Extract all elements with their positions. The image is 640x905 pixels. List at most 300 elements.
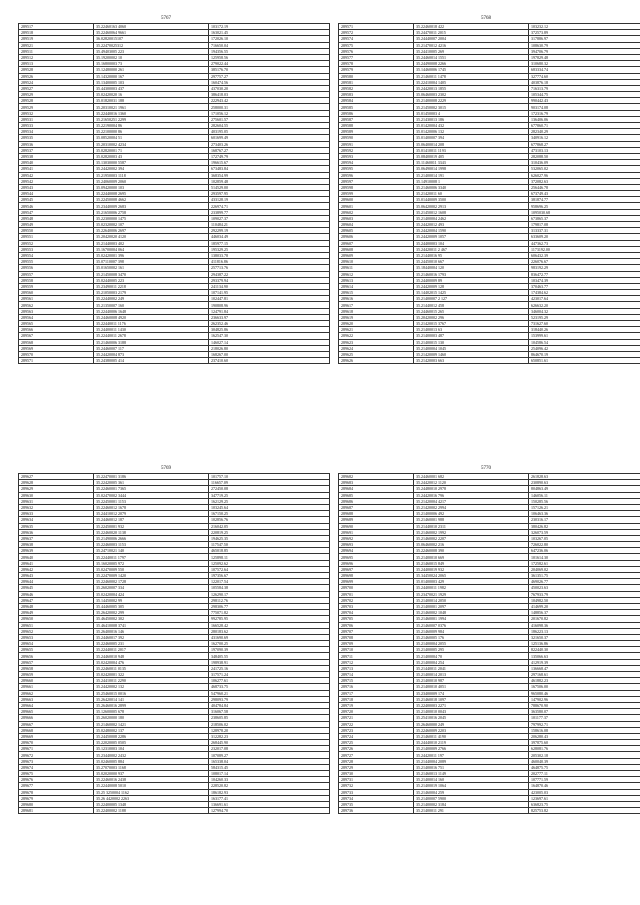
id-cell: 289607: [339, 240, 414, 246]
value-cell: 836472.77: [529, 271, 640, 277]
coordinate-cell: 35.21460002 1421: [94, 721, 209, 727]
id-cell: 289658: [19, 665, 94, 671]
coordinate-cell: 35.24460010 948: [94, 653, 209, 659]
coordinate-cell: 35.01450003 4: [414, 110, 529, 116]
value-cell: 606432.39: [529, 252, 640, 258]
value-cell: 105344.75: [529, 92, 640, 98]
coordinate-cell: 35.14402015 1425: [414, 290, 529, 296]
coordinate-cell: 35.06490014 1998: [414, 166, 529, 172]
value-cell: 241725.16: [209, 665, 330, 671]
coordinate-cell: 35.21440011 2041: [414, 665, 529, 671]
coordinate-cell: 35.13400005 103: [94, 79, 209, 85]
id-cell: 289671: [19, 746, 94, 752]
value-cell: 321650.37: [529, 634, 640, 640]
value-cell: 122017.54: [209, 579, 330, 585]
id-cell: 289659: [19, 672, 94, 678]
value-cell: 965080.46: [529, 690, 640, 696]
coordinate-cell: 35.02420001 396: [94, 252, 209, 258]
coordinate-cell: 35.22440011 2678: [94, 333, 209, 339]
id-cell: 289669: [19, 733, 94, 739]
id-cell: 289717: [339, 690, 414, 696]
coordinate-cell: 35.22460011 0135: [94, 665, 209, 671]
coordinate-cell: 35.13030000 5587: [94, 160, 209, 166]
value-cell: 628081.76: [529, 746, 640, 752]
coordinate-cell: 35.21460007 0376: [414, 622, 529, 628]
coordinate-cell: 35.22420005 361: [94, 480, 209, 486]
id-cell: 289628: [19, 480, 94, 486]
id-cell: 289647: [19, 597, 94, 603]
value-cell: 220819.25: [209, 529, 330, 535]
value-cell: 236633.97: [209, 314, 330, 320]
coordinate-cell: 35.01410011 1193: [414, 147, 529, 153]
value-cell: 726022.80: [529, 542, 640, 548]
value-cell: 318440.26: [529, 327, 640, 333]
value-cell: 174384.62: [529, 290, 640, 296]
id-cell: 289604: [339, 222, 414, 228]
id-cell: 289574: [339, 36, 414, 42]
coordinate-cell: 35.34450024 2065: [414, 573, 529, 579]
coordinate-cell: 35.21400003 487: [414, 333, 529, 339]
value-cell: 446034.49: [209, 234, 330, 240]
value-cell: 147902.96: [529, 696, 640, 702]
id-cell: 289589: [339, 129, 414, 135]
coordinate-cell: 35.02470009 550: [94, 566, 209, 572]
id-cell: 289625: [339, 351, 414, 357]
coordinate-cell: 35.16700004 064: [94, 246, 209, 252]
coordinate-cell: 35.24400019 932: [414, 566, 529, 572]
coordinate-cell: 35.22020005 0505: [94, 740, 209, 746]
id-cell: 289559: [19, 283, 94, 289]
coordinate-cell: 35.21460006 3188: [94, 339, 209, 345]
value-cell: 202777.11: [529, 771, 640, 777]
id-cell: 289542: [19, 172, 94, 178]
value-cell: 197829.48: [529, 54, 640, 60]
id-cell: 289524: [19, 79, 94, 85]
value-cell: 117547.50: [209, 542, 330, 548]
coordinate-cell: 35.21400010 987: [414, 678, 529, 684]
coordinate-cell: 35.21460001 1994: [414, 616, 529, 622]
id-cell: 289681: [19, 808, 94, 814]
value-cell: 340916.12: [529, 135, 640, 141]
value-cell: 237410.60: [209, 358, 330, 364]
coordinate-cell: 35.21400019 1064: [414, 783, 529, 789]
coordinate-cell: 35.21400002 3184: [414, 801, 529, 807]
value-cell: 386418.03: [209, 92, 330, 98]
table-panel-3: [18, 464, 314, 814]
id-cell: 289661: [19, 684, 94, 690]
coordinate-cell: 35.16800003 73: [94, 61, 209, 67]
id-cell: 289576: [339, 48, 414, 54]
id-cell: 289549: [19, 222, 94, 228]
coordinate-cell: 35.21050003 2179: [94, 290, 209, 296]
id-cell: 289602: [339, 209, 414, 215]
coordinate-cell: 35.21400010 0043: [414, 709, 529, 715]
id-cell: 289558: [19, 277, 94, 283]
id-cell: 289667: [19, 721, 94, 727]
value-cell: 198938.91: [209, 659, 330, 665]
id-cell: 289691: [339, 529, 414, 535]
id-cell: 289547: [19, 209, 94, 215]
id-cell: 289527: [19, 85, 94, 91]
id-cell: 289584: [339, 98, 414, 104]
id-cell: 289674: [19, 764, 94, 770]
value-cell: 601699.49: [209, 135, 330, 141]
value-cell: 437030.20: [209, 85, 330, 91]
value-cell: 126290.17: [209, 591, 330, 597]
id-cell: 289619: [339, 314, 414, 320]
value-cell: 298112.76: [209, 597, 330, 603]
value-cell: 262352.46: [209, 321, 330, 327]
coordinate-cell: 35.02320002 107: [94, 222, 209, 228]
id-cell: 289538: [19, 153, 94, 159]
coordinate-cell: 35.26020000 180: [94, 715, 209, 721]
value-cell: 185977.15: [209, 240, 330, 246]
id-cell: 289698: [339, 573, 414, 579]
value-cell: 310680.32: [529, 61, 640, 67]
id-cell: 289557: [19, 271, 94, 277]
id-cell: 289588: [339, 123, 414, 129]
coordinate-cell: 35.22440011 1797: [94, 554, 209, 560]
id-cell: 289676: [19, 777, 94, 783]
value-cell: 423017.64: [529, 296, 640, 302]
data-table: [338, 23, 640, 364]
value-cell: 254096.42: [529, 345, 640, 351]
coordinate-cell: 35.21400014 2013: [414, 672, 529, 678]
value-cell: 127994.70: [209, 808, 330, 814]
coordinate-cell: 35.26420014 141: [94, 696, 209, 702]
id-cell: 289711: [339, 653, 414, 659]
id-cell: 289563: [19, 308, 94, 314]
value-cell: 165338.04: [209, 758, 330, 764]
coordinate-cell: 35.02420004 424: [94, 591, 209, 597]
panel-title: 5769: [161, 466, 171, 471]
id-cell: 289660: [19, 678, 94, 684]
id-cell: 289701: [339, 591, 414, 597]
value-cell: 273403.26: [209, 141, 330, 147]
id-cell: 289577: [339, 54, 414, 60]
value-cell: 153999.61: [529, 333, 640, 339]
coordinate-cell: 35.16020005 972: [94, 560, 209, 566]
id-cell: 289696: [339, 560, 414, 566]
value-cell: 108630.79: [529, 42, 640, 48]
value-cell: 650851.61: [529, 358, 640, 364]
id-cell: 289672: [19, 752, 94, 758]
coordinate-cell: 35.24420004 1590: [414, 228, 529, 234]
coordinate-cell: 35.23440009 2683: [94, 203, 209, 209]
value-cell: 103474.39: [529, 277, 640, 283]
coordinate-cell: 35.22440006 1648: [94, 308, 209, 314]
id-cell: 289664: [19, 702, 94, 708]
id-cell: 289736: [339, 808, 414, 814]
coordinate-cell: 35.21400004 70: [414, 653, 529, 659]
id-cell: 289620: [339, 321, 414, 327]
id-cell: 289552: [19, 240, 94, 246]
coordinate-cell: 35.21440003 402: [94, 240, 209, 246]
value-cell: 110484.21: [209, 222, 330, 228]
id-cell: 289598: [339, 184, 414, 190]
id-cell: 289662: [19, 690, 94, 696]
id-cell: 289679: [19, 795, 94, 801]
value-cell: 414699.20: [529, 603, 640, 609]
id-cell: 289581: [339, 79, 414, 85]
value-cell: 775071.82: [209, 610, 330, 616]
coordinate-cell: 35.24060009 2060: [94, 178, 209, 184]
id-cell: 289597: [339, 178, 414, 184]
id-cell: 289713: [339, 665, 414, 671]
coordinate-cell: 35.27070003 1168: [94, 764, 209, 770]
coordinate-cell: 35.24400009 89: [414, 277, 529, 283]
value-cell: 148856.37: [529, 610, 640, 616]
id-cell: 289726: [339, 746, 414, 752]
value-cell: 294387.22: [209, 271, 330, 277]
coordinate-cell: 35.24410012 2079: [94, 511, 209, 517]
value-cell: 146027.14: [209, 339, 330, 345]
coordinate-cell: 35.21450008 3470: [94, 271, 209, 277]
id-cell: 289655: [19, 647, 94, 653]
coordinate-cell: 35.02820003 43: [94, 153, 209, 159]
value-cell: 397875.60: [529, 740, 640, 746]
coordinate-cell: 35.21460006 3340: [414, 184, 529, 190]
coordinate-cell: 35.21420004 4217: [414, 498, 529, 504]
value-cell: 346004.32: [529, 308, 640, 314]
id-cell: 289706: [339, 622, 414, 628]
value-cell: 228520.82: [209, 783, 330, 789]
id-cell: 289732: [339, 783, 414, 789]
coordinate-cell: 35.19200002 10: [94, 54, 209, 60]
id-cell: 289580: [339, 73, 414, 79]
coordinate-cell: 35.21400001 2097: [414, 603, 529, 609]
value-cell: 163177.41: [209, 795, 330, 801]
id-cell: 289600: [339, 197, 414, 203]
id-cell: 289593: [339, 153, 414, 159]
id-cell: 289529: [19, 104, 94, 110]
coordinate-cell: 35.08400019 405: [414, 153, 529, 159]
coordinate-cell: 35.02470002 3444: [94, 492, 209, 498]
id-cell: 289683: [339, 480, 414, 486]
coordinate-cell: 35.26420002 299: [94, 610, 209, 616]
id-cell: 289682: [339, 474, 414, 480]
coordinate-cell: 35.24420011 197: [414, 752, 529, 758]
value-cell: 238605.85: [209, 715, 330, 721]
id-cell: 289710: [339, 647, 414, 653]
value-cell: 532065.02: [529, 166, 640, 172]
value-cell: 275601.57: [209, 116, 330, 122]
value-cell: 361351.75: [529, 573, 640, 579]
coordinate-cell: 35.08520004 51: [94, 135, 209, 141]
coordinate-cell: 35.01400007 394: [414, 135, 529, 141]
coordinate-cell: 35.06460002 216: [414, 542, 529, 548]
value-cell: 172749.79: [209, 153, 330, 159]
coordinate-cell: 35.21430013 186: [414, 116, 529, 122]
value-cell: 272450.08: [209, 486, 330, 492]
coordinate-cell: 35.24420002 394: [94, 166, 209, 172]
id-cell: 289518: [19, 30, 94, 36]
value-cell: 411816.86: [209, 259, 330, 265]
value-cell: 101757.10: [209, 474, 330, 480]
coordinate-cell: 35.14450002 99: [94, 597, 209, 603]
id-cell: 289734: [339, 795, 414, 801]
coordinate-cell: 35.21440016 95: [414, 252, 529, 258]
value-cell: 167506.00: [529, 684, 640, 690]
coordinate-cell: 35.20420020 4120: [94, 234, 209, 240]
id-cell: 289675: [19, 771, 94, 777]
coordinate-cell: 35.24450010 667: [414, 259, 529, 265]
coordinate-cell: 35.24450008 2286: [94, 733, 209, 739]
coordinate-cell: 35.24460014 1551: [414, 54, 529, 60]
coordinate-cell: 35.24400003 104: [414, 240, 529, 246]
value-cell: 103172.19: [209, 24, 330, 30]
coordinate-cell: 35.22440008 5010: [94, 783, 209, 789]
value-cell: 636823.75: [529, 801, 640, 807]
id-cell: 289678: [19, 789, 94, 795]
id-cell: 289535: [19, 135, 94, 141]
id-cell: 289611: [339, 265, 414, 271]
id-cell: 289666: [19, 715, 94, 721]
panel-title: 5767: [161, 16, 171, 21]
id-cell: 289654: [19, 641, 94, 647]
id-cell: 289605: [339, 228, 414, 234]
value-cell: 201670.82: [529, 616, 640, 622]
value-cell: 412919.39: [529, 659, 640, 665]
value-cell: 716313.79: [529, 85, 640, 91]
coordinate-cell: 35.02420001 322: [94, 672, 209, 678]
value-cell: 101177.37: [529, 715, 640, 721]
value-cell: 403876.18: [529, 79, 640, 85]
id-cell: 289646: [19, 591, 94, 597]
value-cell: 103267.05: [529, 535, 640, 541]
coordinate-cell: 35.12600005 678: [94, 709, 209, 715]
id-cell: 289533: [19, 123, 94, 129]
id-cell: 289587: [339, 116, 414, 122]
id-cell: 289670: [19, 740, 94, 746]
value-cell: 205302.18: [529, 752, 640, 758]
id-cell: 289606: [339, 234, 414, 240]
value-cell: 822440.30: [529, 647, 640, 653]
id-cell: 289731: [339, 777, 414, 783]
value-cell: 108017.14: [209, 771, 330, 777]
coordinate-cell: 35.21440010 2311: [414, 523, 529, 529]
table-panel-1: [18, 14, 314, 364]
value-cell: 136668.47: [529, 665, 640, 671]
value-cell: 233899.77: [209, 209, 330, 215]
value-cell: 394706.79: [529, 48, 640, 54]
id-cell: 289537: [19, 147, 94, 153]
id-cell: 289689: [339, 517, 414, 523]
coordinate-cell: 35.21650251 2299: [94, 116, 209, 122]
coordinate-cell: 35.21490006 2666: [94, 535, 209, 541]
id-cell: 289693: [339, 542, 414, 548]
id-cell: 289702: [339, 597, 414, 603]
coordinate-cell: 35.24420011 2 467: [414, 246, 529, 252]
id-cell: 289540: [19, 160, 94, 166]
coordinate-cell: 35.24400011 1982: [414, 585, 529, 591]
value-cell: 196615.67: [209, 160, 330, 166]
id-cell: 289590: [339, 135, 414, 141]
coordinate-cell: 35.24460012 187: [94, 517, 209, 523]
id-cell: 289639: [19, 548, 94, 554]
id-cell: 289641: [19, 560, 94, 566]
value-cell: 125136.86: [529, 641, 640, 647]
value-cell: 104260.33: [209, 777, 330, 783]
id-cell: 289690: [339, 523, 414, 529]
value-cell: 468733.75: [209, 684, 330, 690]
value-cell: 162700.25: [209, 641, 330, 647]
value-cell: 186223.13: [529, 628, 640, 634]
id-cell: 289729: [339, 764, 414, 770]
value-cell: 105584.38: [209, 585, 330, 591]
coordinate-cell: 35.01650002 161: [94, 265, 209, 271]
coordinate-cell: 35.01820031 188: [94, 98, 209, 104]
value-cell: 102447.81: [209, 296, 330, 302]
id-cell: 289528: [19, 98, 94, 104]
value-cell: 172582.61: [529, 560, 640, 566]
coordinate-cell: 35.12480000 261: [94, 67, 209, 73]
value-cell: 447362.73: [529, 240, 640, 246]
coordinate-cell: 35.20420002 296: [414, 314, 529, 320]
value-cell: 327774.60: [529, 73, 640, 79]
id-cell: 289699: [339, 579, 414, 585]
value-cell: 204069.02: [529, 566, 640, 572]
value-cell: 125898.11: [209, 554, 330, 560]
panel-title: 5770: [481, 466, 491, 471]
value-cell: 282340.29: [529, 129, 640, 135]
coordinate-cell: 35.21450012 1608: [414, 209, 529, 215]
value-cell: 172026.10: [209, 36, 330, 42]
id-cell: 289551: [19, 234, 94, 240]
value-cell: 206280.43: [529, 733, 640, 739]
coordinate-cell: 35.24420002 132: [94, 684, 209, 690]
coordinate-cell: 35.24380005 414: [94, 358, 209, 364]
value-cell: 168267.00: [209, 351, 330, 357]
id-cell: 289571: [19, 358, 94, 364]
id-cell: 289707: [339, 628, 414, 634]
coordinate-cell: 35.01440009 3500: [414, 197, 529, 203]
id-cell: 289517: [19, 24, 94, 30]
coordinate-cell: 35.21400015 130: [414, 339, 529, 345]
id-cell: 289553: [19, 246, 94, 252]
value-cell: 261828.63: [529, 474, 640, 480]
id-cell: 289621: [339, 327, 414, 333]
id-cell: 289554: [19, 252, 94, 258]
value-cell: 136691.61: [209, 801, 330, 807]
coordinate-cell: 35.21420009 1460: [414, 351, 529, 357]
id-cell: 289511: [19, 48, 94, 54]
value-cell: 146056.11: [529, 492, 640, 498]
id-cell: 289649: [19, 610, 94, 616]
value-cell: 326073.59: [529, 529, 640, 535]
id-cell: 289630: [19, 492, 94, 498]
value-cell: 797992.71: [529, 721, 640, 727]
coordinate-cell: 35.18440004 120: [414, 265, 529, 271]
id-cell: 289652: [19, 628, 94, 634]
id-cell: 289618: [339, 308, 414, 314]
value-cell: 385176.70: [209, 67, 330, 73]
value-cell: 101614.30: [529, 554, 640, 560]
value-cell: 1173192.00: [529, 246, 640, 252]
id-cell: 289668: [19, 727, 94, 733]
coordinate-cell: 35.21650006 2758: [94, 209, 209, 215]
coordinate-cell: 35.24420016 796: [414, 492, 529, 498]
coordinate-cell: 35.21420002 2994: [414, 504, 529, 510]
value-cell: 171056.12: [209, 110, 330, 116]
coordinate-cell: 35.09420000 103: [94, 184, 209, 190]
value-cell: 983192.29: [529, 265, 640, 271]
coordinate-cell: 35.21420003 663: [414, 358, 529, 364]
coordinate-cell: 35.21400008 2229: [414, 98, 529, 104]
value-cell: 683334.74: [529, 67, 640, 73]
value-cell: 347719.25: [209, 492, 330, 498]
value-cell: 788670.90: [529, 702, 640, 708]
